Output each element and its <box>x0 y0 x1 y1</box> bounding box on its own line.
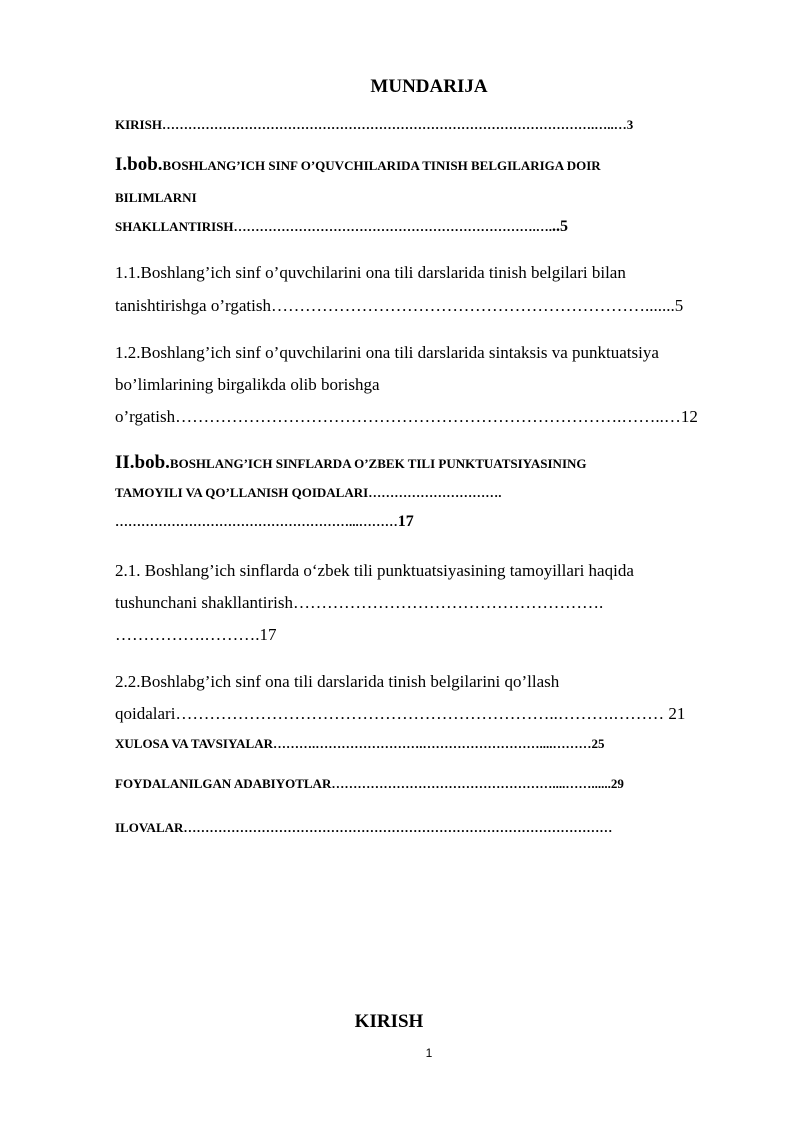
kirish-heading: KIRISH <box>354 1011 424 1032</box>
toc-entry-chapter-1-line-3 <box>115 218 568 236</box>
chapter-2-page: 17 <box>397 513 414 530</box>
toc-entry-chapter-1-line-2: BILIMLARNI <box>115 190 197 205</box>
toc-entry-xulosa: XULOSA VA TAVSIYALAR……….…………………….………………………....………25 <box>115 736 605 751</box>
toc-entry-1-2-line-1: 1.2.Boshlang’ich sinf o’quvchilarini ona tili darslarida sintaksis va punktuatsiya <box>115 343 659 362</box>
toc-entry-foydalanilgan: FOYDALANILGAN ADABIYOTLAR……………………………………………....……......29 <box>115 776 624 791</box>
chapter-2-title: BOSHLANG’ICH SINFLARDA O’ZBEK TILI PUNKTUATSIYASINING <box>169 456 587 471</box>
toc-entry-chapter-2-line-3 <box>115 513 414 531</box>
page-number: 1 <box>425 1046 433 1060</box>
chapter-2-leader: ………………………………………………...……… <box>115 514 398 529</box>
toc-entry-1-2-line-2: bo’limlarining birgalikda olib borishga <box>115 375 380 394</box>
toc-entry-2-1-line-3: …………….……….17 <box>115 625 277 644</box>
toc-entry-1-1-line-1: 1.1.Boshlang’ich sinf o’quvchilarini ona tili darslarida tinish belgilari bilan <box>115 263 626 282</box>
chapter-2-prefix: II.bob. <box>115 452 170 473</box>
chapter-1-prefix: I.bob. <box>115 154 163 175</box>
toc-entry-chapter-1-line-1 <box>115 154 601 176</box>
toc-entry-ilovalar: ILOVALAR……………………………………………………………………………………… <box>115 820 613 835</box>
toc-entry-2-2-line-2: qoidalari…………………………………………………………..……….……… 21 <box>115 704 686 723</box>
toc-entry-2-1-line-1: 2.1. Boshlang’ich sinflarda o‘zbek tili punktuatsiyasining tamoyillari haqida <box>115 561 634 580</box>
toc-entry-2-2-line-1: 2.2.Boshlabg’ich sinf ona tili darslarida tinish belgilarini qo’llash <box>115 672 560 691</box>
toc-entry-1-2-line-3: o’rgatish…………………………………………………………………….……..…12 <box>115 407 698 426</box>
toc-title: MUNDARIJA <box>370 76 488 97</box>
chapter-1-title: BOSHLANG’ICH SINF O’QUVCHILARIDA TINISH BELGILARIGA DOIR <box>162 158 601 173</box>
toc-entry-chapter-2-line-2: TAMOYILI VA QO’LLANISH QOIDALARI…………………………. <box>115 485 502 500</box>
chapter-1-page: ..5 <box>551 218 568 235</box>
toc-entry-1-1-line-2: tanishtirishga o’rgatish………………………………………………………….......5 <box>115 296 684 315</box>
chapter-1-title-end: SHAKLLANTIRISH…………………………………………………………….…. <box>115 219 552 234</box>
toc-entry-kirish: KIRISH……………………………………………………………………………………….…..…3 <box>115 117 634 132</box>
toc-entry-2-1-line-2: tushunchani shakllantirish………………………………………………. <box>115 593 604 612</box>
toc-entry-chapter-2-line-1 <box>115 452 587 474</box>
